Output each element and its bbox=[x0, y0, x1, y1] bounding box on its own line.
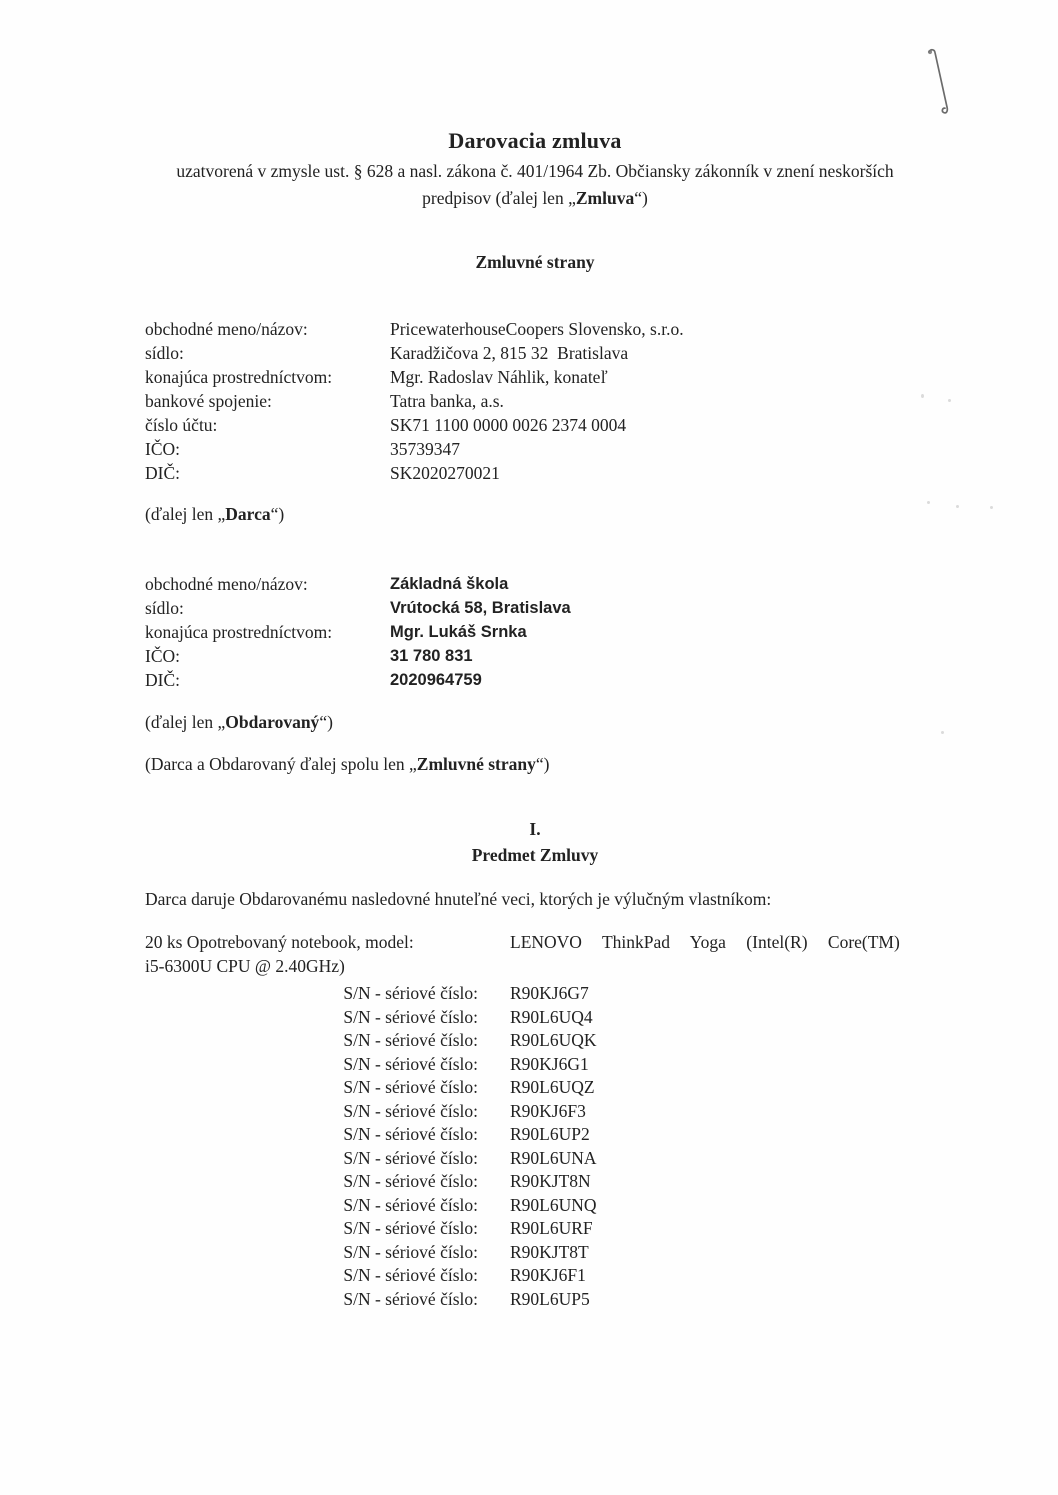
serial-number-value: R90L6UP2 bbox=[510, 1124, 590, 1144]
party-detail-value: PricewaterhouseCoopers Slovensko, s.r.o. bbox=[390, 319, 684, 339]
party-detail-label: číslo účtu: bbox=[145, 415, 218, 435]
party-detail-value: Mgr. Lukáš Srnka bbox=[390, 623, 527, 641]
serial-number-label: S/N - sériové číslo: bbox=[343, 1218, 478, 1238]
obdarovany-note-pre: (ďalej len „ bbox=[145, 712, 226, 732]
party-detail-label: obchodné meno/názov: bbox=[145, 574, 308, 594]
serial-number-row bbox=[145, 1217, 925, 1241]
party-detail-row bbox=[145, 620, 925, 644]
serial-number-value: R90L6UQZ bbox=[510, 1077, 595, 1097]
party-detail-label: DIČ: bbox=[145, 670, 180, 690]
section-1-number: I. bbox=[529, 819, 541, 839]
serial-number-label: S/N - sériové číslo: bbox=[343, 1006, 478, 1027]
party-detail-value: 2020964759 bbox=[390, 671, 482, 689]
joint-defined-term: Zmluvné strany bbox=[416, 754, 536, 774]
party-darca-details bbox=[145, 317, 925, 485]
obdarovany-defined-term-note bbox=[145, 710, 925, 734]
serial-number-row bbox=[145, 1029, 925, 1053]
serial-number-value: R90L6UQK bbox=[510, 1030, 597, 1050]
subtitle-line-2-pre: predpisov (ďalej len „ bbox=[422, 188, 576, 208]
subtitle-line-2-post: “) bbox=[634, 188, 648, 208]
serial-number-value: R90KJ6G7 bbox=[510, 983, 589, 1003]
subtitle-line-2-defined-term: Zmluva bbox=[575, 188, 635, 208]
serial-number-row bbox=[145, 1053, 925, 1077]
party-detail-label: konajúca prostredníctvom: bbox=[145, 622, 333, 642]
darca-note-post: “) bbox=[270, 504, 285, 524]
party-detail-label: bankové spojenie: bbox=[145, 391, 272, 411]
party-detail-label: IČO: bbox=[145, 439, 180, 459]
party-detail-row bbox=[145, 668, 925, 692]
party-detail-value: Základná škola bbox=[390, 575, 509, 593]
serial-numbers-list bbox=[145, 982, 925, 1311]
scan-speckle bbox=[941, 731, 944, 734]
party-detail-value: Tatra banka, a.s. bbox=[390, 391, 504, 411]
joint-defined-term-note bbox=[145, 752, 925, 776]
serial-number-label: S/N - sériové číslo: bbox=[343, 1100, 478, 1121]
party-detail-value: 35739347 bbox=[390, 439, 460, 459]
section-1-heading-block bbox=[145, 816, 925, 868]
serial-number-row bbox=[145, 1100, 925, 1124]
party-detail-value: Karadžičova 2, 815 32 Bratislava bbox=[390, 343, 629, 363]
donated-item-label: 20 ks Opotrebovaný notebook, model: bbox=[145, 932, 414, 952]
serial-number-label: S/N - sériové číslo: bbox=[343, 1194, 478, 1215]
donated-item-block bbox=[145, 930, 925, 978]
serial-number-value: R90KJ6G1 bbox=[510, 1053, 589, 1074]
serial-number-value: R90L6UNQ bbox=[510, 1194, 597, 1215]
donated-item-line-1 bbox=[145, 930, 925, 954]
party-detail-label: obchodné meno/názov: bbox=[145, 319, 308, 339]
party-detail-value: Vrútocká 58, Bratislava bbox=[390, 599, 571, 617]
scan-speckle bbox=[927, 501, 930, 504]
serial-number-label: S/N - sériové číslo: bbox=[343, 1077, 478, 1097]
party-detail-label: DIČ: bbox=[145, 463, 180, 483]
party-detail-row bbox=[145, 317, 925, 341]
subtitle-line-2 bbox=[145, 185, 925, 212]
parties-section-heading: Zmluvné strany bbox=[475, 252, 595, 272]
serial-number-label: S/N - sériové číslo: bbox=[343, 1124, 478, 1144]
party-detail-value: SK2020270021 bbox=[390, 463, 500, 483]
party-detail-row bbox=[145, 413, 925, 437]
serial-number-row bbox=[145, 1264, 925, 1288]
serial-number-row bbox=[145, 1170, 925, 1194]
party-detail-row bbox=[145, 572, 925, 596]
party-detail-row bbox=[145, 596, 925, 620]
party-detail-label: sídlo: bbox=[145, 343, 184, 363]
donated-item-model: LENOVO ThinkPad Yoga (Intel(R) Core(TM) bbox=[510, 932, 900, 952]
subtitle-line-1: uzatvorená v zmysle ust. § 628 a nasl. zákona č. 401/1964 Zb. Občiansky zákonník v znení neskorších bbox=[176, 161, 894, 181]
serial-number-row bbox=[145, 1241, 925, 1265]
party-obdarovany-details bbox=[145, 572, 925, 692]
serial-number-row bbox=[145, 1147, 925, 1171]
serial-number-value: R90L6UP5 bbox=[510, 1288, 590, 1309]
party-detail-row bbox=[145, 461, 925, 485]
pen-stroke-artifact bbox=[920, 45, 965, 125]
serial-number-row bbox=[145, 1288, 925, 1312]
serial-number-row bbox=[145, 1006, 925, 1030]
party-detail-row bbox=[145, 644, 925, 668]
section-1-title: Predmet Zmluvy bbox=[471, 845, 599, 865]
section-1-intro: Darca daruje Obdarovanému nasledovné hnuteľné veci, ktorých je výlučným vlastníkom: bbox=[145, 889, 772, 909]
party-detail-label: IČO: bbox=[145, 646, 180, 666]
party-detail-value: SK71 1100 0000 0026 2374 0004 bbox=[390, 415, 627, 435]
darca-defined-term-note bbox=[145, 502, 925, 526]
serial-number-row bbox=[145, 1194, 925, 1218]
party-detail-value: Mgr. Radoslav Náhlik, konateľ bbox=[390, 367, 608, 387]
obdarovany-defined-term: Obdarovaný bbox=[225, 712, 320, 732]
donated-item-line-2: i5-6300U CPU @ 2.40GHz) bbox=[145, 956, 345, 976]
serial-number-label: S/N - sériové číslo: bbox=[343, 983, 478, 1003]
serial-number-value: R90L6URF bbox=[510, 1218, 593, 1238]
serial-number-label: S/N - sériové číslo: bbox=[343, 1147, 478, 1168]
party-detail-value: 31 780 831 bbox=[390, 647, 473, 665]
document-title: Darovacia zmluva bbox=[448, 128, 622, 153]
party-detail-label: sídlo: bbox=[145, 598, 184, 618]
darca-defined-term: Darca bbox=[225, 504, 271, 524]
scan-speckle bbox=[990, 506, 993, 509]
party-detail-row bbox=[145, 389, 925, 413]
serial-number-value: R90L6UQ4 bbox=[510, 1006, 593, 1027]
document-subtitle bbox=[145, 158, 925, 212]
serial-number-label: S/N - sériové číslo: bbox=[343, 1171, 478, 1191]
party-detail-label: konajúca prostredníctvom: bbox=[145, 367, 333, 387]
serial-number-value: R90L6UNA bbox=[510, 1147, 597, 1168]
darca-note-pre: (ďalej len „ bbox=[145, 504, 226, 524]
joint-note-pre: (Darca a Obdarovaný ďalej spolu len „ bbox=[145, 754, 417, 774]
serial-number-label: S/N - sériové číslo: bbox=[343, 1265, 478, 1285]
party-detail-row bbox=[145, 437, 925, 461]
obdarovany-note-post: “) bbox=[319, 712, 333, 732]
serial-number-row bbox=[145, 1076, 925, 1100]
party-detail-row bbox=[145, 341, 925, 365]
serial-number-value: R90KJT8N bbox=[510, 1171, 591, 1191]
serial-number-row bbox=[145, 1123, 925, 1147]
joint-note-post: “) bbox=[535, 754, 550, 774]
serial-number-label: S/N - sériové číslo: bbox=[343, 1241, 478, 1262]
scan-speckle bbox=[948, 399, 951, 402]
scan-speckle bbox=[956, 505, 959, 508]
serial-number-value: R90KJ6F1 bbox=[510, 1265, 586, 1285]
serial-number-value: R90KJT8T bbox=[510, 1241, 589, 1262]
party-detail-row bbox=[145, 365, 925, 389]
serial-number-value: R90KJ6F3 bbox=[510, 1100, 586, 1121]
serial-number-label: S/N - sériové číslo: bbox=[343, 1030, 478, 1050]
serial-number-label: S/N - sériové číslo: bbox=[343, 1053, 478, 1074]
serial-number-row bbox=[145, 982, 925, 1006]
serial-number-label: S/N - sériové číslo: bbox=[343, 1288, 478, 1309]
